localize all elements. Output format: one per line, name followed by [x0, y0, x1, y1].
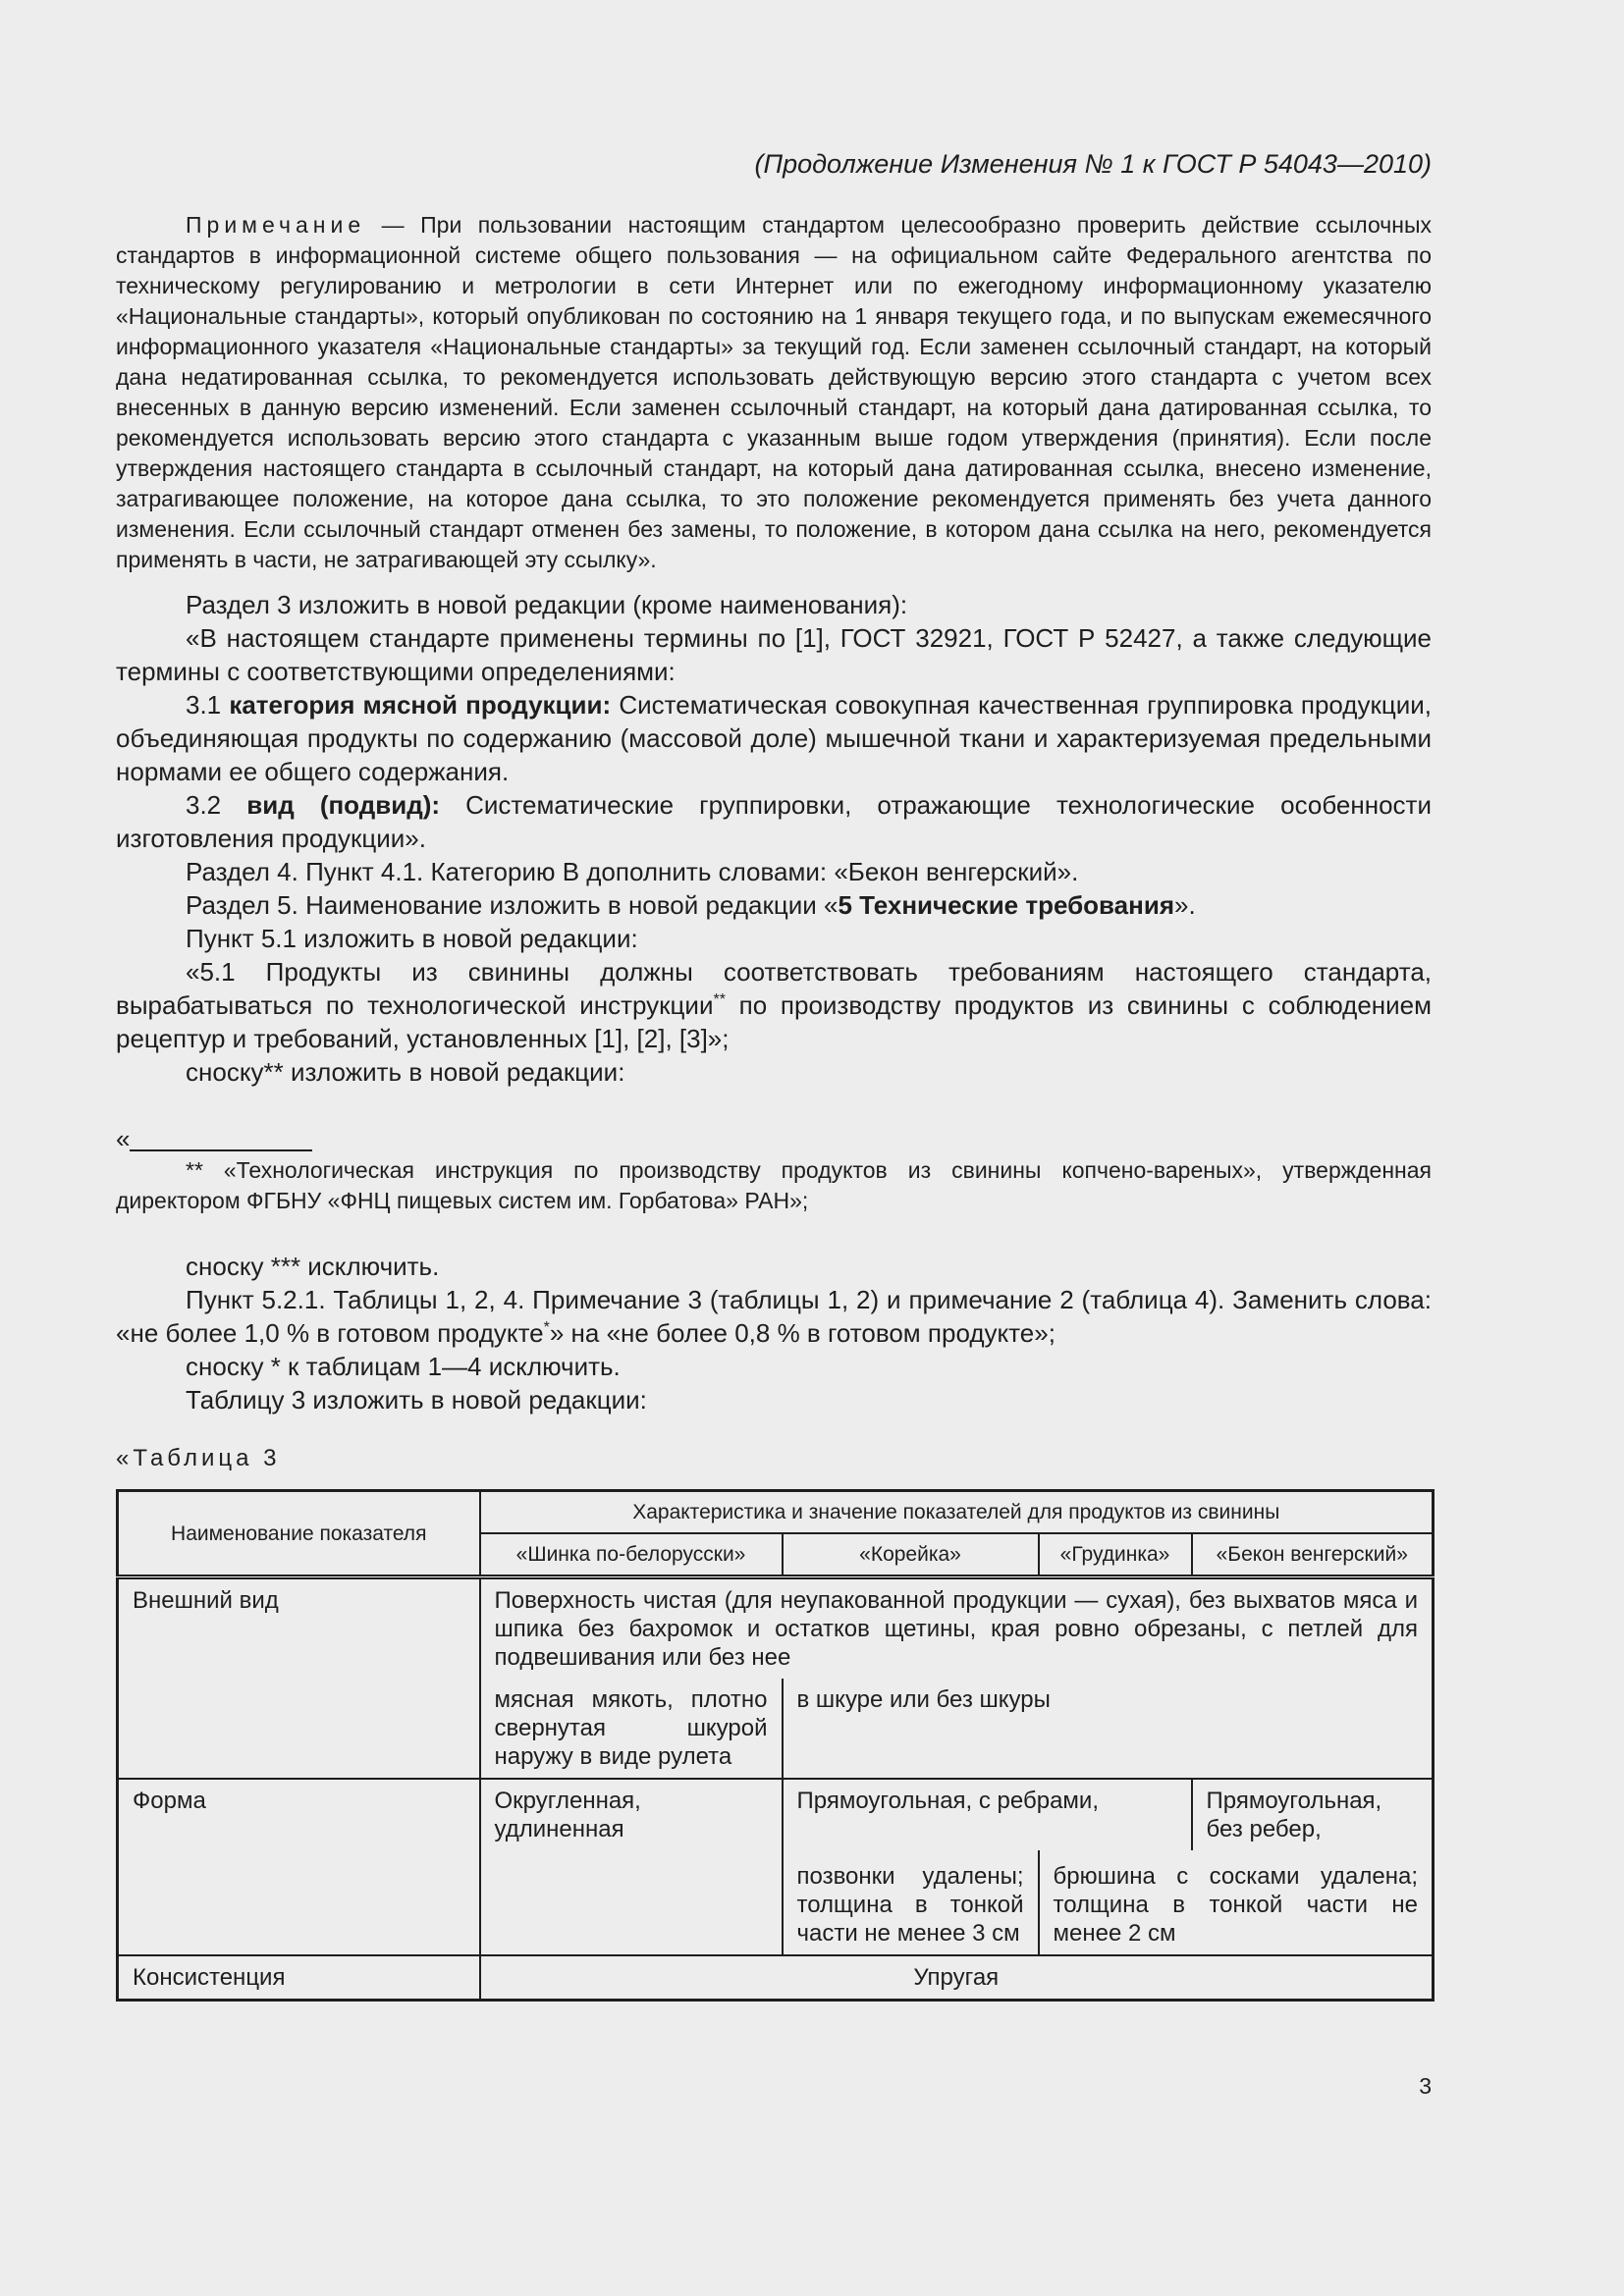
cell-appearance-name: Внешний вид [118, 1577, 480, 1780]
table-row [118, 1577, 1434, 1680]
paragraph-terms-intro: «В настоящем стандарте применены термины по [1], ГОСТ 32921, ГОСТ Р 52427, а также следующие термины с соответствующими определениями: [116, 623, 1432, 686]
footnote-mark: ** [713, 991, 726, 1008]
paragraph-item-5-1-text: «5.1 Продукты из свинины должны соответствовать требованиям настоящего стандарта, вырабатываться по технологической инструкции** по производству продуктов из свинины с соблюдением рецептур и требований, установленных [1], [2], [3]»; [116, 957, 1432, 1053]
footnote-text: ** «Технологическая инструкция по производству продуктов из свинины копчено-вареных», утвержденная директором ФГБНУ «ФНЦ пищевых систем им. Горбатова» РАН»; [116, 1157, 1432, 1213]
cell-form-name: Форма [118, 1779, 480, 1955]
cell-consistency-value: Упругая [480, 1955, 1434, 2001]
cell-appearance-common: Поверхность чистая (для неупакованной продукции — сухая), без выхватов мяса и шпика без бахромок и остатков щетины, края ровно обрезаны, с петлей для подвешивания или без нее [480, 1577, 1434, 1680]
paragraph-item-5-2-1: Пункт 5.2.1. Таблицы 1, 2, 4. Примечание 3 (таблицы 1, 2) и примечание 2 (таблица 4). Заменить слова: «не более 1,0 % в готовом продукте*» на «не более 0,8 % в готовом продукте»; [116, 1285, 1432, 1348]
header-indicator-name: Наименование показателя [118, 1491, 480, 1577]
paragraph-section5: Раздел 5. Наименование изложить в новой редакции «5 Технические требования». [186, 890, 1196, 920]
cell-consistency-name: Консистенция [118, 1955, 480, 2001]
paragraph-term-3-2 [116, 788, 1432, 855]
paragraph-remove-footnote: сноску *** исключить. [186, 1252, 440, 1281]
paragraph-section4: Раздел 4. Пункт 4.1. Категорию В дополнить словами: «Бекон венгерский». [186, 857, 1079, 886]
footnote-quote-mark: « [116, 1124, 131, 1153]
cell-form-shinka: Округленная, удлиненная [480, 1779, 783, 1955]
header-group: Характеристика и значение показателей для продуктов из свинины [480, 1491, 1434, 1534]
paragraph-section3: Раздел 3 изложить в новой редакции (кроме наименования): [186, 590, 908, 619]
footnote-mark: * [543, 1319, 550, 1336]
paragraph-remove-footnote-tables: сноску * к таблицам 1—4 исключить. [186, 1352, 621, 1381]
term-name: вид (подвид): [246, 790, 441, 820]
page-number: 3 [1419, 2073, 1432, 2099]
page-content [116, 210, 1432, 2002]
page-header: (Продолжение Изменения № 1 к ГОСТ Р 54043—2010) [754, 149, 1432, 179]
header-col-bekon: «Бекон венгерский» [1192, 1533, 1434, 1577]
cell-form-grudinka-bekon-detail: брюшина с сосками удалена; толщина в тонкой части не менее 2 см [1039, 1850, 1434, 1955]
table-caption: «Таблица 3 [116, 1445, 281, 1471]
note-paragraph [116, 210, 1432, 575]
paragraph-footnote-instruction: сноску** изложить в новой редакции: [186, 1057, 625, 1087]
note-label: Примечание [186, 212, 366, 238]
cell-form-koreyka-detail: позвонки удалены; толщина в тонкой части не менее 3 см [783, 1850, 1039, 1955]
cell-form-koreyka-grudinka: Прямоугольная, с ребрами, [783, 1779, 1192, 1850]
table-row [118, 1779, 1434, 1850]
term-number: 3.2 [186, 790, 247, 820]
term-definition: Систематическая совокупная качественная группировка продукции, объединяющая продукты по содержанию (массовой доле) мышечной ткани и характеризуемая предельными нормами ее общего содержания. [116, 690, 1432, 786]
cell-form-bekon: Прямоугольная, без ребер, [1192, 1779, 1434, 1850]
paragraph-table3-instruction: Таблицу 3 изложить в новой редакции: [186, 1385, 647, 1415]
term-name: категория мясной продукции: [229, 690, 612, 720]
footnote-rule [130, 1149, 312, 1151]
note-text: — При пользовании настоящим стандартом целесообразно проверить действие ссылочных стандартов в информационной системе общего пользования — на официальном сайте Федерального агентства по техническому регулированию и метрологии в сети Интернет или по ежегодному информационному указателю «Национальные стандарты», который опубликован по состоянию на 1 января текущего года, и по выпускам ежемесячного информационного указателя «Национальные стандарты» за текущий год. Если заменен ссылочный стандарт, на который дана недатированная ссылка, то рекомендуется использовать действующую версию этого стандарта с учетом всех внесенных в данную версию изменений. Если заменен ссылочный стандарт, на который дана датированная ссылка, то рекомендуется использовать версию этого стандарта с указанным выше годом утверждения (принятия). Если после утверждения настоящего стандарта в ссылочный стандарт, на который дана датированная ссылка, внесено изменение, затрагивающее положение, на которое дана ссылка, то это положение рекомендуется применять без учета данного изменения. Если ссылочный стандарт отменен без замены, то положение, в котором дана ссылка на него, рекомендуется применять в части, не затрагивающей эту ссылку». [116, 212, 1432, 572]
footnote-separator [116, 1122, 1432, 1155]
header-col-shinka: «Шинка по-белорусски» [480, 1533, 783, 1577]
header-col-grudinka: «Грудинка» [1039, 1533, 1192, 1577]
paragraph-term-3-1 [116, 688, 1432, 788]
section-title: 5 Технические требования [838, 890, 1174, 920]
paragraph-item-5-1: Пункт 5.1 изложить в новой редакции: [186, 924, 638, 953]
term-number: 3.1 [186, 690, 230, 720]
header-col-koreyka: «Корейка» [783, 1533, 1039, 1577]
table-3 [116, 1489, 1435, 2002]
cell-appearance-rest: в шкуре или без шкуры [783, 1679, 1434, 1779]
cell-appearance-shinka: мясная мякоть, плотно свернутая шкурой наружу в виде рулета [480, 1679, 783, 1779]
table-row [118, 1955, 1434, 2001]
term-definition: Систематические группировки, отражающие технологические особенности изготовления продукции». [116, 790, 1432, 853]
